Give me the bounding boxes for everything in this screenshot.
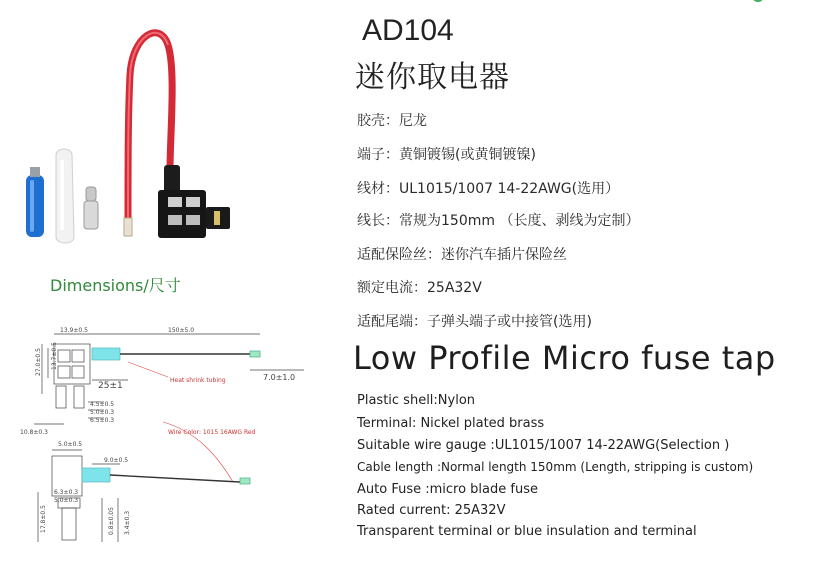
dim-63: 6.3±0.3 — [54, 489, 79, 496]
dim-h1: 27.0±0.5 — [35, 348, 42, 376]
dim-h2: 13.7±0.5 — [51, 342, 58, 370]
product-name-cn: 迷你取电器 — [355, 60, 510, 95]
metal-bullet-pin — [84, 187, 98, 229]
product-photo — [10, 15, 260, 260]
dim-108: 10.8±0.3 — [20, 429, 48, 436]
cn-spec-terminal: 端子：黄铜镀锡(或黄铜镀镍) — [357, 147, 536, 163]
dim-178: 17.8±0.5 — [40, 505, 47, 533]
cn-spec-length: 线长：常规为150mm （长度、剥线为定制） — [357, 213, 640, 229]
en-spec-cable-length: Cable length :Normal length 150mm (Length, stripping is custom) — [357, 460, 754, 474]
dim-65: 6.5±0.3 — [90, 417, 115, 424]
en-spec-shell: Plastic shell:Nylon — [357, 393, 476, 408]
heat-shrink-label: Heat shrink tubing — [170, 377, 226, 384]
fuse-tap-body — [158, 165, 230, 238]
dim-width: 13.9±0.5 — [60, 327, 88, 334]
dim-45: 4.5±0.5 — [90, 401, 115, 408]
en-spec-terminal-option: Transparent terminal or blue insulation and terminal — [357, 524, 697, 539]
cn-spec-fuse: 适配保险丝：迷你汽车插片保险丝 — [357, 247, 567, 263]
dim-strip: 7.0±1.0 — [263, 373, 296, 382]
cn-spec-shell: 胶壳：尼龙 — [357, 113, 427, 129]
corner-decoration — [752, 0, 764, 2]
dim-50c: 5.0±0.3 — [54, 497, 79, 504]
dim-90: 9.0±0.5 — [104, 457, 129, 464]
wire-color-label: Wire Color: 1015 16AWG Red — [168, 429, 256, 436]
transparent-sleeve — [56, 149, 74, 243]
en-spec-wire-gauge: Suitable wire gauge :UL1015/1007 14-22AWG(Selection ) — [357, 438, 730, 453]
blue-bullet-terminal — [26, 167, 44, 237]
dim-50b: 5.0±0.5 — [58, 441, 83, 448]
model-number: AD104 — [362, 14, 454, 47]
dim-50: 5.0±0.3 — [90, 409, 115, 416]
cn-spec-wire: 线材：UL1015/1007 14-22AWG(选用） — [357, 181, 620, 197]
cn-spec-tail: 适配尾端：子弹头端子或中接管(选用) — [357, 314, 592, 330]
dim-34: 3.4±0.3 — [124, 510, 131, 535]
technical-drawing — [18, 322, 328, 557]
dim-08: 0.8±0.05 — [108, 507, 115, 535]
cn-spec-current: 额定电流：25A32V — [357, 280, 482, 296]
dim-length: 150±5.0 — [168, 327, 195, 334]
product-title-en: Low Profile Micro fuse tap — [353, 339, 776, 377]
en-spec-current: Rated current: 25A32V — [357, 503, 506, 518]
dim-25: 25±1 — [98, 381, 123, 391]
dimensions-label: Dimensions/尺寸 — [50, 276, 181, 295]
en-spec-terminal: Terminal: Nickel plated brass — [357, 416, 545, 431]
en-spec-fuse: Auto Fuse :micro blade fuse — [357, 482, 538, 497]
